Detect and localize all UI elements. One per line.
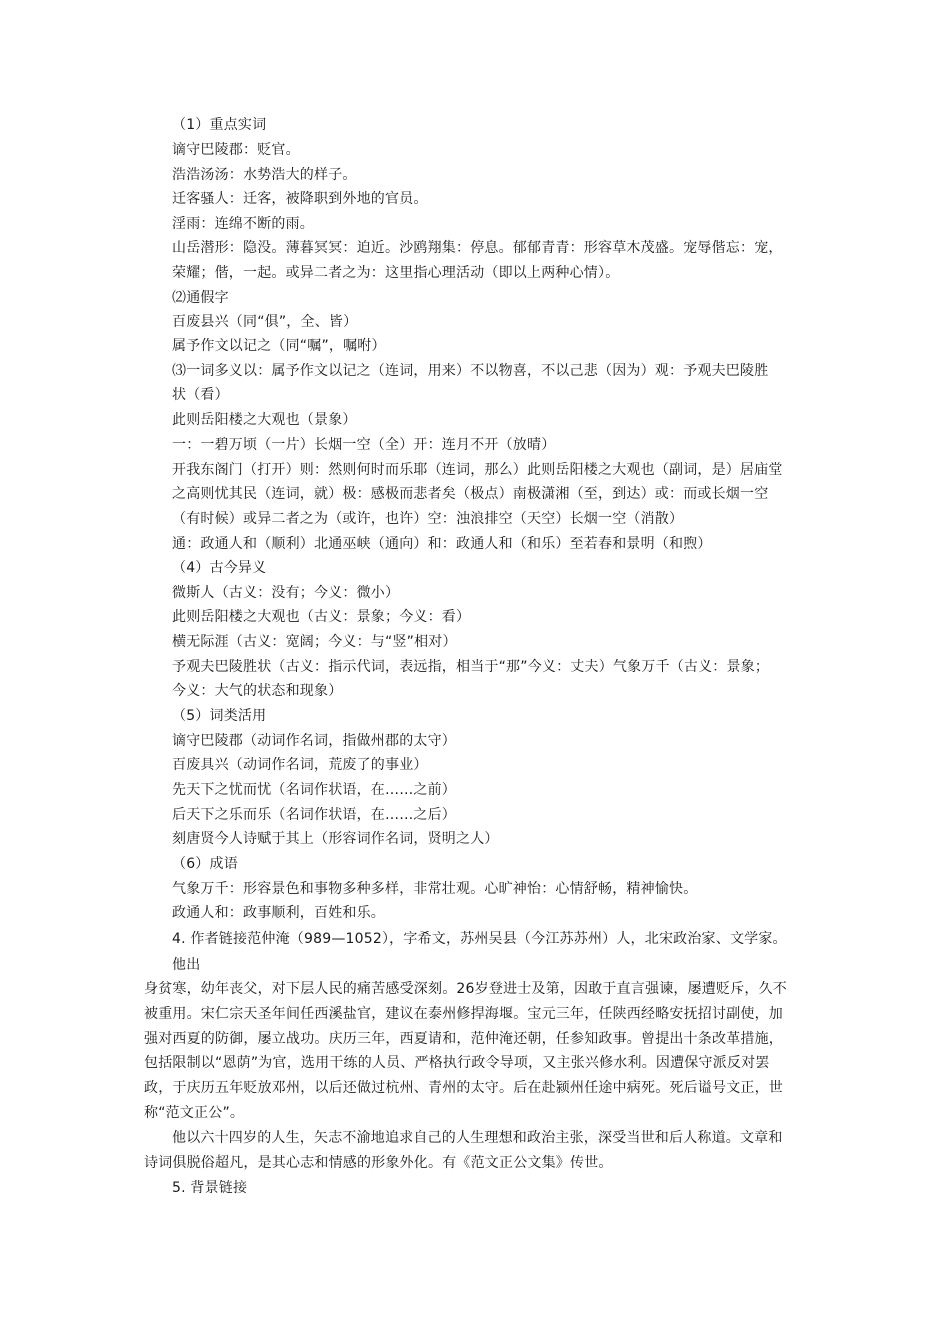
text-line: 荣耀；偕，一起。或异二者之为：这里指心理活动（即以上两种心情）。 xyxy=(172,265,620,281)
text-line: 属予作文以记之（同“嘱”，嘱咐） xyxy=(172,338,386,354)
heading-idioms: （6）成语 xyxy=(172,856,238,872)
text-line: 强对西夏的防御，屡立战功。庆历三年，西夏请和，范仲淹还朝，任参知政事。曾提出十条改革措施， xyxy=(144,1031,783,1047)
text-line: 通：政通人和（顺利）北通巫峡（通向）和：政通人和（和乐）至若春和景明（和煦） xyxy=(172,536,712,552)
text-line: 政通人和：政事顺利，百姓和乐。 xyxy=(172,905,385,921)
text-line: 包括限制以“恩荫”为官，选用干练的人员、严格执行政令导项，又主张兴修水利。因遭保守派反对罢 xyxy=(144,1055,770,1071)
text-line: 后天下之乐而乐（名词作状语，在……之后） xyxy=(172,807,456,823)
heading-ancient-modern-meanings: （4）古今异义 xyxy=(172,560,267,576)
text-line: 气象万千：形容景色和事物多种多样，非常壮观。心旷神怡：心情舒畅，精神愉快。 xyxy=(172,881,698,897)
text-line: 之高则忧其民（连词，就）极：感极而悲者矣（极点）南极潇湘（至，到达）或：而或长烟一空 xyxy=(172,486,769,502)
text-line: 横无际涯（古义：宽阔；今义：与“竖”相对） xyxy=(172,634,457,650)
text-line: 山岳潜形：隐没。薄暮冥冥：迫近。沙鸥翔集：停息。郁郁青青：形容草木茂盛。宠辱偕忘：宠， xyxy=(172,240,783,256)
text-line: 此则岳阳楼之大观也（景象） xyxy=(172,412,357,428)
text-line: 诗词俱脱俗超凡，是其心志和情感的形象外化。有《范文正公文集》传世。 xyxy=(144,1155,613,1171)
text-line: 先天下之忧而忧（名词作状语，在……之前） xyxy=(172,782,456,798)
text-line: 百废县兴（同“俱”，全、皆） xyxy=(172,314,358,330)
text-line: 百废具兴（动词作名词，荒废了的事业） xyxy=(172,757,428,773)
text-line: 状（看） xyxy=(172,387,229,403)
heading-word-class-usage: （5）词类活用 xyxy=(172,708,267,724)
text-line: 一：一碧万顷（一片）长烟一空（全）开：连月不开（放晴） xyxy=(172,437,556,453)
text-line: 予观夫巴陵胜状（古义：指示代词，表远指，相当于“那”今义：丈夫）气象万千（古义：景象； xyxy=(172,659,770,675)
text-line: 微斯人（古义：没有；今义：微小） xyxy=(172,585,400,601)
text-line: 此则岳阳楼之大观也（古义：景象；今义：看） xyxy=(172,609,471,625)
text-line: 开我东阁门（打开）则：然则何时而乐耶（连词，那么）此则岳阳楼之大观也（副词，是）居庙堂 xyxy=(172,462,783,478)
text-line: 被重用。宋仁宗天圣年间任西溪盐官，建议在泰州修捍海堰。宝元三年，任陕西经略安抚招讨副使，加 xyxy=(144,1006,783,1022)
text-line: 谪守巴陵郡（动词作名词，指做州郡的太守） xyxy=(172,733,456,749)
text-line: 迁客骚人：迁客，被降职到外地的官员。 xyxy=(172,191,428,207)
text-line: 政，于庆历五年贬放邓州，以后还做过杭州、青州的太守。后在赴颍州任途中病死。死后谥号文正，世 xyxy=(144,1080,783,1096)
text-line: 谪守巴陵郡：贬官。 xyxy=(172,142,300,158)
text-line: 淫雨：连绵不断的雨。 xyxy=(172,216,314,232)
text-line: 刻唐贤今人诗赋于其上（形容词作名词，贤明之人） xyxy=(172,831,499,847)
text-line: 他出 xyxy=(172,957,201,973)
heading-key-words: （1）重点实词 xyxy=(172,117,267,133)
text-line: 称“范文正公”。 xyxy=(144,1105,245,1121)
text-line: ⑶一词多义以：属予作文以记之（连词，用来）不以物喜，不以己悲（因为）观：予观夫巴陵胜 xyxy=(172,363,769,379)
heading-loan-characters: ⑵通假字 xyxy=(172,290,229,306)
text-line: 身贫寒，幼年丧父，对下层人民的痛苦感受深刻。26岁登进士及第，因敢于直言强谏，屡遭贬斥，久不 xyxy=(144,981,788,997)
text-line: 浩浩汤汤：水势浩大的样子。 xyxy=(172,167,357,183)
heading-background-link: 5. 背景链接 xyxy=(172,1180,248,1196)
text-line: 他以六十四岁的人生，矢志不渝地追求自己的人生理想和政治主张，深受当世和后人称道。文章和 xyxy=(172,1130,783,1146)
text-line: （有时候）或异二者之为（或许，也许）空：浊浪排空（天空）长烟一空（消散） xyxy=(172,511,684,527)
heading-author-link: 4. 作者链接范仲淹（989—1052），字希文，苏州吴县（今江苏苏州）人，北宋政治家、文学家。 xyxy=(172,931,787,947)
text-line: 今义：大气的状态和现象） xyxy=(172,683,343,699)
